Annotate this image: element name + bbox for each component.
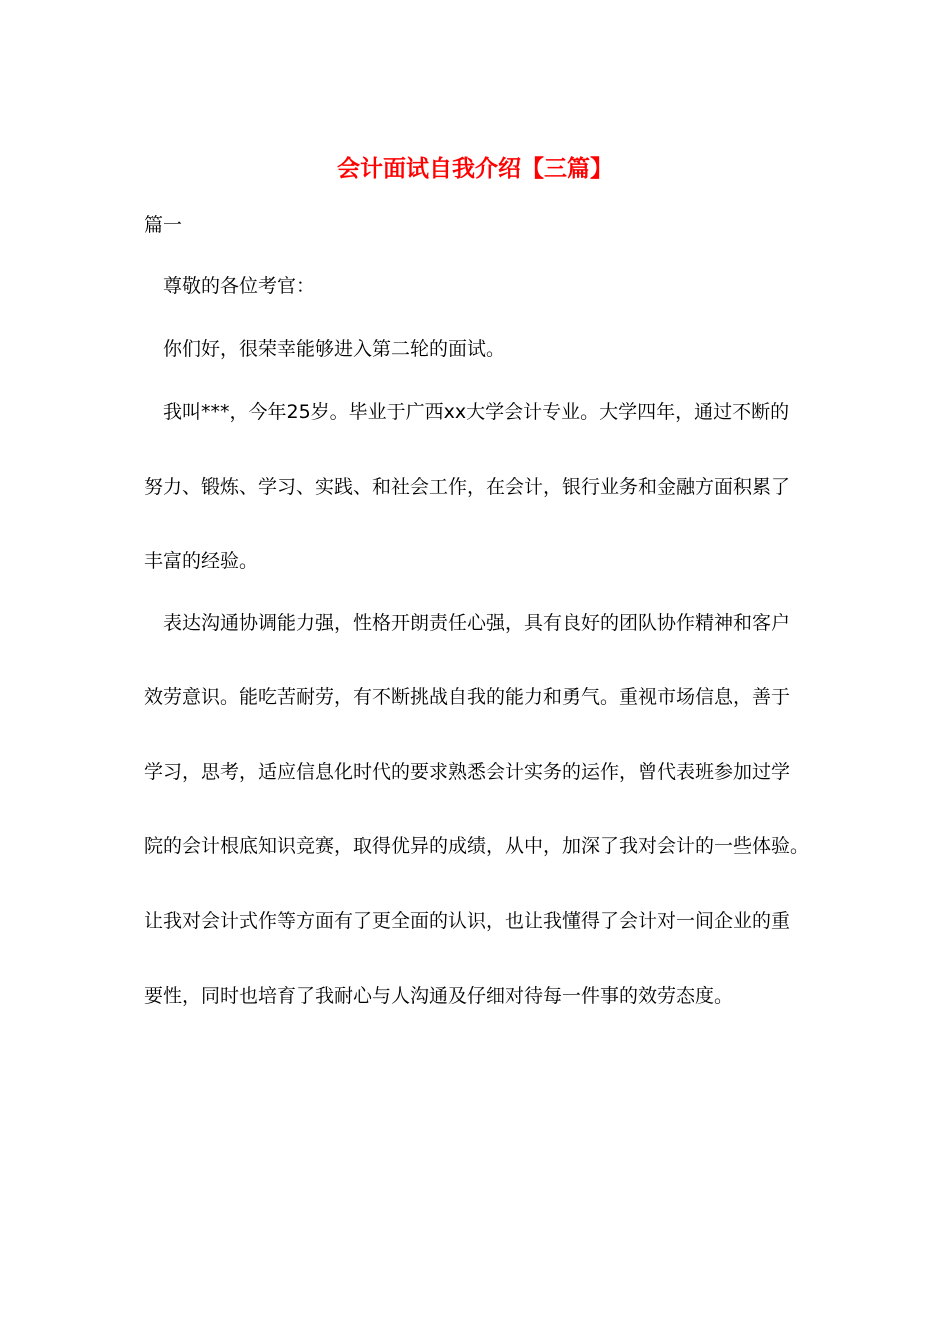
text-line: 丰富的经验。 [144, 550, 259, 572]
document-title: 会计面试自我介绍【三篇】 [337, 156, 613, 182]
text-line-greeting: 你们好，很荣幸能够进入第二轮的面试。 [163, 338, 506, 360]
section-heading: 篇一 [144, 214, 183, 236]
text-line-salutation: 尊敬的各位考官： [163, 275, 316, 297]
text-line: 让我对会计式作等方面有了更全面的认识，也让我懂得了会计对一间企业的重 [144, 910, 791, 932]
text-line: 效劳意识。能吃苦耐劳，有不断挑战自我的能力和勇气。重视市场信息，善于 [144, 686, 791, 708]
text-line: 要性，同时也培育了我耐心与人沟通及仔细对待每一件事的效劳态度。 [144, 985, 734, 1007]
text-line: 我叫***，今年25岁。毕业于广西xx大学会计专业。大学四年，通过不断的 [163, 401, 790, 423]
text-line: 努力、锻炼、学习、实践、和社会工作，在会计，银行业务和金融方面积累了 [144, 476, 791, 498]
text-line: 表达沟通协调能力强，性格开朗责任心强，具有良好的团队协作精神和客户 [163, 612, 791, 634]
text-line: 院的会计根底知识竞赛，取得优异的成绩，从中，加深了我对会计的一些体验。 [144, 835, 810, 857]
text-line: 学习，思考，适应信息化时代的要求熟悉会计实务的运作，曾代表班参加过学 [144, 761, 791, 783]
